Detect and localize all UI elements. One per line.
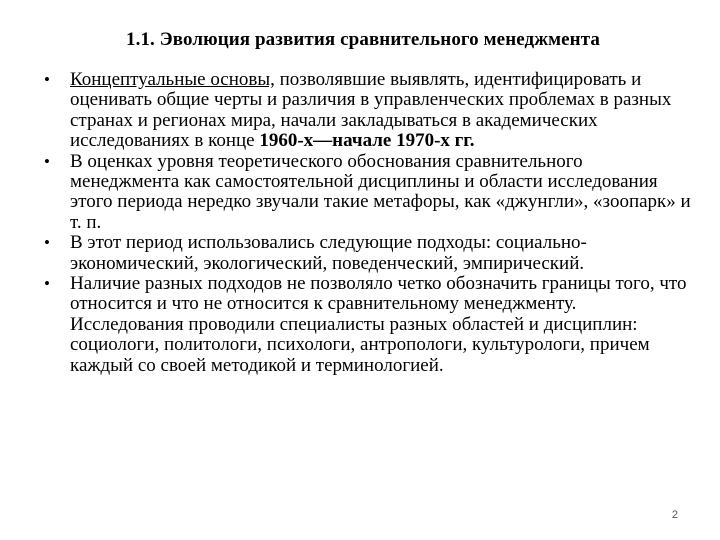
bullet-dot-icon: • (44, 70, 50, 89)
bullet-text: Наличие разных подходов не позволяло четко обозначить границы того, что относится и что не относится к сравнительному менеджменту. Исследования проводили специалисты разных областей и дисциплин: социологи, политологи, психологи, антропологи, культурологи, причем каждый со своей методикой и терминологией. (70, 273, 687, 376)
bullet-text: позволявшие выявлять, идентифицировать и оценивать общие черты и различия в управленческих проблемах в разных странах и регионах мира, начали закладываться в академических исследованиях в конце (70, 69, 672, 152)
list-item (44, 152, 694, 234)
list-item (44, 274, 694, 376)
bullet-dot-icon: • (44, 151, 50, 171)
slide-title: 1.1. Эволюция развития сравнительного менеджмента (126, 29, 600, 50)
list-item (44, 70, 694, 152)
bullet-text: В оценках уровня теоретического обоснования сравнительного менеджмента как самостоятельной дисциплины и области исследования этого периода нередко звучали такие метафоры, как «джунгли», «зоопарк» и т. п. (70, 150, 691, 233)
bullet-lead-underlined: Концептуальные основы, (70, 69, 275, 90)
bullet-list (44, 70, 694, 376)
list-item (44, 233, 694, 274)
bullet-dot-icon: • (44, 274, 50, 294)
bullet-bold-tail: 1960-х—начале 1970-х гг. (259, 130, 475, 152)
bullet-dot-icon: • (44, 233, 50, 253)
page-number: 2 (671, 509, 678, 521)
bullet-text: В этот период использовались следующие подходы: социально-экономический, экологический, поведенческий, эмпирический. (70, 232, 587, 274)
